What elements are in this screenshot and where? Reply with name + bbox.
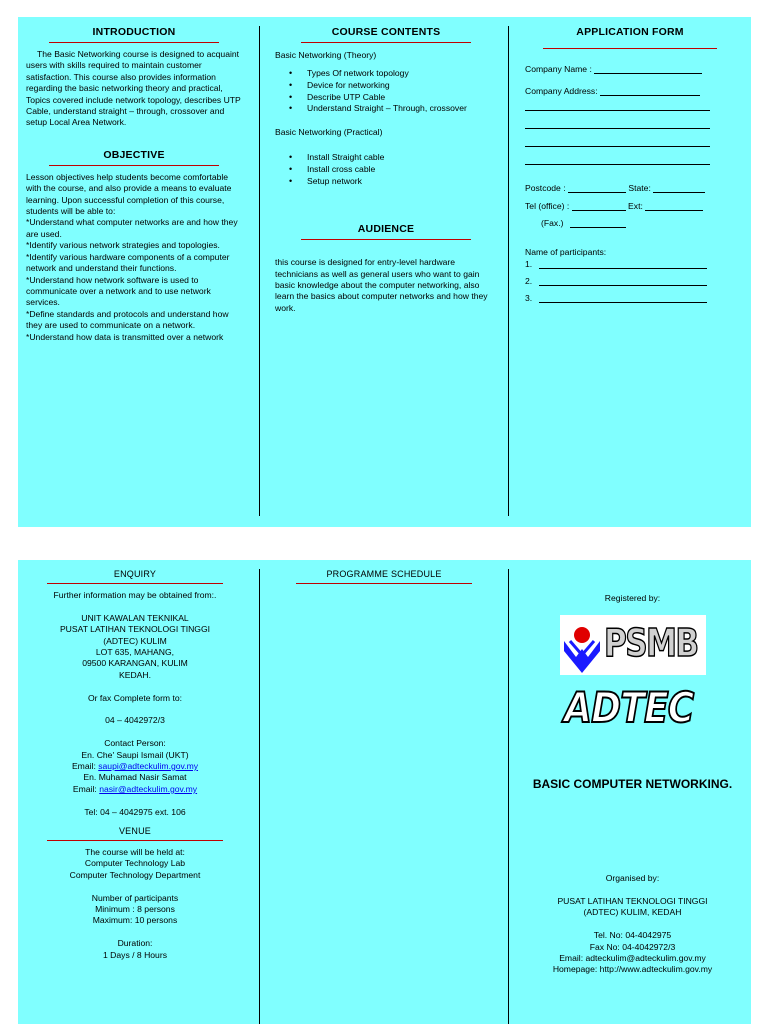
participants-label: Number of participants xyxy=(91,892,179,903)
list-item: • Device for networking xyxy=(275,79,497,91)
fax-instruction: Or fax Complete form to: xyxy=(87,692,183,703)
psmb-logo-text: PSMB xyxy=(604,621,698,665)
participants-max: Maximum: 10 persons xyxy=(92,915,178,926)
objective-heading: OBJECTIVE xyxy=(103,148,165,161)
participant-number: 1. xyxy=(525,259,533,269)
enquiry-tel: Tel: 04 – 4042975 ext. 106 xyxy=(84,806,186,817)
address-blank-line[interactable] xyxy=(525,128,710,129)
psmb-logo xyxy=(560,615,706,675)
objective-item: *Identify various network strategies and topologies. xyxy=(26,240,220,251)
participants-min: Minimum : 8 persons xyxy=(95,904,175,915)
address-blank-line[interactable] xyxy=(525,164,710,165)
heading-rule xyxy=(301,42,471,43)
duration-value: 1 Days / 8 Hours xyxy=(103,949,167,960)
column-introduction xyxy=(26,26,242,343)
address-line: PUSAT LATIHAN TEKNOLOGI TINGGI xyxy=(59,624,211,635)
list-item: • Install cross cable xyxy=(275,163,497,175)
participant-number: 3. xyxy=(525,293,533,303)
fax-number: 04 – 4042972/3 xyxy=(105,715,165,726)
address-blank-line[interactable] xyxy=(525,146,710,147)
venue-line: Computer Technology Lab xyxy=(84,858,186,869)
state-label: State: xyxy=(628,183,651,193)
participant-row xyxy=(525,259,707,269)
address-line: 09500 KARANGAN, KULIM xyxy=(82,658,188,669)
application-form-heading: APPLICATION FORM xyxy=(576,26,684,38)
fax-blank[interactable] xyxy=(570,218,626,228)
theory-list xyxy=(275,67,497,114)
introduction-heading: INTRODUCTION xyxy=(92,26,176,38)
participant-number: 2. xyxy=(525,276,533,286)
heading-rule xyxy=(296,583,472,584)
heading-rule xyxy=(49,165,219,166)
heading-rule xyxy=(301,239,471,240)
objective-item: *Understand what computer networks are and how they are used. xyxy=(26,217,238,239)
address-line: LOT 635, MAHANG, xyxy=(95,647,175,658)
address-line: (ADTEC) KULIM xyxy=(103,635,167,646)
column-cover xyxy=(514,560,751,1024)
participant-blank[interactable] xyxy=(539,259,707,269)
column-divider xyxy=(508,26,509,516)
postcode-label: Postcode : xyxy=(525,183,566,193)
application-form xyxy=(525,26,735,326)
participant-row xyxy=(525,293,707,303)
venue-line: The course will be held at: xyxy=(85,847,185,858)
registered-by-label: Registered by: xyxy=(604,593,661,603)
course-contents-heading: COURSE CONTENTS xyxy=(331,26,441,38)
address-line: UNIT KAWALAN TEKNIKAL xyxy=(81,612,189,623)
heading-rule xyxy=(49,42,219,43)
company-name-label: Company Name : xyxy=(525,64,592,74)
organiser-homepage: Homepage: http://www.adteckulim.gov.my xyxy=(552,964,713,975)
objective-item: *Understand how network software is used to communicate over a network and to use network services. xyxy=(26,274,211,308)
email-link[interactable]: saupi@adteckulim.gov.my xyxy=(98,761,199,772)
brochure-page-inside xyxy=(18,17,751,527)
state-blank[interactable] xyxy=(653,183,705,193)
heading-rule xyxy=(47,583,223,584)
list-item: • Setup network xyxy=(275,175,497,187)
objective-item: *Understand how data is transmitted over a network xyxy=(26,331,224,342)
tel-office-label: Tel (office) : xyxy=(525,201,570,211)
email-row xyxy=(28,761,242,772)
column-divider xyxy=(259,569,260,1024)
ext-blank[interactable] xyxy=(645,201,703,211)
column-enquiry xyxy=(28,569,242,961)
list-item: • Install Straight cable xyxy=(275,151,497,163)
audience-text: this course is designed for entry-level hardware technicians as well as general users who want to gain basic knowledge about the computer networking, also learn the basics about computer networks and how they work. xyxy=(275,257,488,313)
column-divider xyxy=(259,26,260,516)
programme-schedule-heading: PROGRAMME SCHEDULE xyxy=(326,569,442,579)
theory-title: Basic Networking (Theory) xyxy=(275,50,377,60)
postcode-row xyxy=(525,183,705,193)
contact-person: En. Che' Saupi Ismail (UKT) xyxy=(81,749,189,760)
address-blank-line[interactable] xyxy=(525,110,710,111)
brochure-page-outside xyxy=(18,560,751,1024)
company-address-row xyxy=(525,86,700,96)
fax-label: (Fax.) xyxy=(541,218,564,228)
participant-row xyxy=(525,276,707,286)
email-label: Email: xyxy=(72,783,97,794)
organiser-fax: Fax No: 04-4042972/3 xyxy=(589,941,676,952)
email-label: Email: xyxy=(71,761,96,772)
organiser-line: PUSAT LATIHAN TEKNOLOGI TINGGI xyxy=(557,896,708,906)
company-address-blank[interactable] xyxy=(600,86,700,96)
list-item: • Describe UTP Cable xyxy=(275,91,497,103)
course-title: BASIC COMPUTER NETWORKING. xyxy=(532,777,733,791)
company-name-blank[interactable] xyxy=(594,64,702,74)
objective-item: *Identify various hardware components of a computer network and understand their functions. xyxy=(26,251,230,274)
practical-list xyxy=(275,151,497,187)
list-item: • Understand Straight – Through, crossover xyxy=(275,103,497,114)
duration-label: Duration: xyxy=(117,938,153,949)
adtec-logo-text: ADTEC xyxy=(564,683,694,732)
column-course-contents xyxy=(275,26,497,314)
introduction-text: The Basic Networking course is designed to acquaint users with skills required to maintain customer satisfaction. This course also provides information regarding the basic networking theory and practical, Topics covered include network topology, describes UTP Cable, understand straight – through, crossover and setup Local Area Network. xyxy=(26,49,241,128)
contact-label: Contact Person: xyxy=(104,738,166,749)
email-row xyxy=(28,784,242,795)
audience-heading: AUDIENCE xyxy=(357,223,415,236)
organiser-details xyxy=(514,896,751,976)
postcode-blank[interactable] xyxy=(568,183,626,193)
enquiry-intro: Further information may be obtained from:. xyxy=(53,590,217,600)
email-link[interactable]: nasir@adteckulim.gov.my xyxy=(99,783,198,794)
address-line: KEDAH. xyxy=(119,669,151,680)
column-programme-schedule xyxy=(275,569,493,584)
venue-heading: VENUE xyxy=(118,826,151,837)
organiser-email: Email: adteckulim@adteckulim.gov.my xyxy=(559,953,706,964)
tel-row xyxy=(525,201,703,211)
organiser-tel: Tel. No: 04-4042975 xyxy=(593,930,672,941)
list-item: • Types Of network topology xyxy=(275,67,497,79)
tel-office-blank[interactable] xyxy=(572,201,626,211)
heading-rule xyxy=(47,840,223,841)
ext-label: Ext: xyxy=(628,201,643,211)
heading-rule xyxy=(543,48,717,49)
company-address-label: Company Address: xyxy=(525,86,598,96)
participant-blank[interactable] xyxy=(539,293,707,303)
participants-label: Name of participants: xyxy=(525,247,607,257)
practical-title: Basic Networking (Practical) xyxy=(275,126,383,137)
contact-person: En. Muhamad Nasir Samat xyxy=(83,772,187,783)
objective-item: *Define standards and protocols and understand how they are used to communicate on a network. xyxy=(26,308,229,331)
company-name-row xyxy=(525,64,702,74)
enquiry-heading: ENQUIRY xyxy=(113,569,157,579)
objective-intro: Lesson objectives help students become comfortable with the course, and also provide a means to evaluate learning. Upon successful completion of this course, students will be able to: xyxy=(26,171,232,217)
adtec-logo xyxy=(564,682,704,738)
fax-row xyxy=(541,218,626,228)
venue-line: Computer Technology Department xyxy=(69,869,201,880)
participant-blank[interactable] xyxy=(539,276,707,286)
organised-by-label: Organised by: xyxy=(605,873,660,883)
column-divider xyxy=(508,569,509,1024)
organiser-line: (ADTEC) KULIM, KEDAH xyxy=(583,907,682,918)
